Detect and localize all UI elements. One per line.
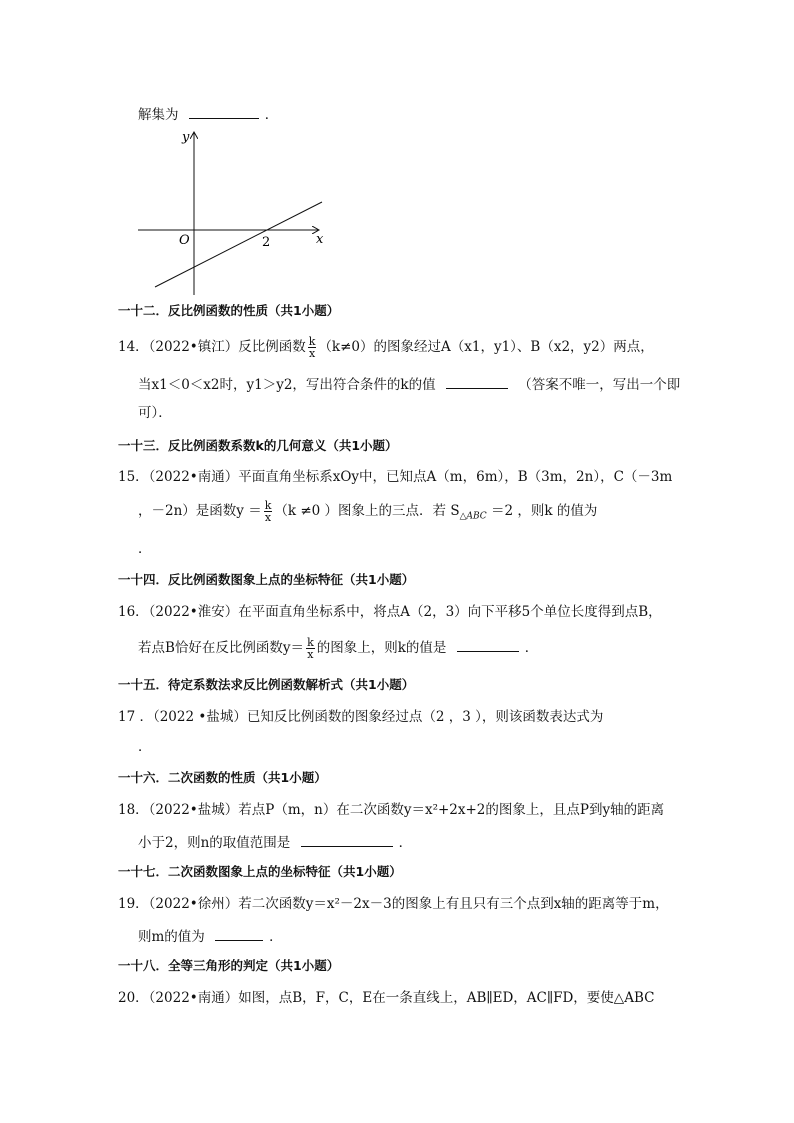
q15-line2d: ＝2 ，则k 的值为 [490,503,598,519]
tick-label-2: 2 [262,235,271,250]
fraction-numerator: k [264,499,272,512]
q14-line2b: （答案不唯一，写出一个即 [518,377,681,393]
question-18-line1: 18．（2022•盐城）若点P（m，n）在二次函数y＝x²+2x+2的图象上，且点P到y轴的距离 [118,802,665,818]
question-14-line2 [138,374,680,394]
section-heading: 一十六．二次函数的性质（共1小题） [118,770,327,785]
question-16-line2 [138,637,538,660]
linear-function-graph [130,125,340,300]
q16-line2b: 的图象上，则k的值是 [316,640,447,656]
fraction-denominator: x [308,347,316,360]
fraction-k-over-x [308,336,317,359]
question-17-line2: ． [138,739,152,755]
q14-mid1: （k≠0）的图象经过A（x1，y1）、B（x2，y2）两点， [318,339,654,355]
q19-line2b: ． [269,929,283,945]
origin-label: O [179,233,190,248]
period: ． [264,107,279,123]
fraction-numerator: k [307,636,314,649]
question-15-line2 [138,500,597,526]
q16-line2a: 若点B恰好在反比例函数y＝ [138,640,305,656]
question-15-line3: ． [138,541,152,557]
section-heading: 一十二．反比例函数的性质（共1小题） [118,303,340,318]
q14-prefix: 14．（2022•镇江）反比例函数 [118,339,306,355]
fraction-k-over-x [264,500,273,523]
fraction-denominator: x [264,511,272,524]
fraction-k-over-x [306,637,315,660]
top-text: 解集为 [138,107,179,123]
question-14-line3: 可）． [138,405,172,421]
triangle-subscript: ABC [466,511,487,522]
question-19-line2 [138,926,283,946]
fraction-numerator: k [308,335,316,348]
question-19-line1: 19．（2022•徐州）若二次函数y＝x²－2x－3的图象上有且只有三个点到x轴的距离等于m， [118,896,669,912]
answer-blank[interactable] [446,374,508,389]
section-heading: 一十七．二次函数图象上点的坐标特征（共1小题） [118,864,402,879]
question-15-line1: 15．（2022•南通）平面直角坐标系xOy中，已知点A（m，6m），B（3m，2n），C（－3m [118,469,673,485]
section-heading: 一十五．待定系数法求反比例函数解析式（共1小题） [118,677,415,692]
q19-line2a: 则m的值为 [138,929,205,945]
section-heading: 一十四．反比例函数图象上点的坐标特征（共1小题） [118,572,415,587]
y-axis-label: y [182,130,190,145]
answer-blank[interactable] [457,637,519,652]
answer-line [138,104,278,124]
question-16-line1: 16．（2022•淮安）在平面直角坐标系中，将点A（2，3）向下平移5个单位长度得到点B， [118,604,662,620]
q15-line2b: （k ≠0 ）图象上的三点．若 S [274,503,460,519]
question-20-line1: 20．（2022•南通）如图，点B，F，C，E在一条直线上，AB∥ED，AC∥FD，要使△ABC [118,990,655,1006]
answer-blank[interactable] [301,832,393,847]
answer-blank[interactable] [215,926,263,941]
question-18-line2 [138,832,412,852]
question-14-line1 [118,336,654,359]
answer-blank[interactable] [189,104,259,119]
section-heading: 一十三．反比例函数系数k的几何意义（共1小题） [118,438,398,453]
x-axis-label: x [316,232,324,247]
fraction-denominator: x [307,648,314,661]
q18-line2a: 小于2，则n的取值范围是 [138,835,291,851]
section-heading: 一十八．全等三角形的判定（共1小题） [118,958,340,973]
q16-line2c: ． [524,640,539,656]
q18-line2b: ． [398,835,413,851]
question-17-line1: 17 ．（2022 •盐城）已知反比例函数的图象经过点（2 ，3 ），则该函数表达式为 [118,709,604,725]
q15-line2a: ，－2n）是函数y ＝ [138,503,262,519]
q14-line2a: 当x1＜0＜x2时，y1＞y2，写出符合条件的k的值 [138,377,436,393]
triangle-symbol: △ [459,511,467,522]
